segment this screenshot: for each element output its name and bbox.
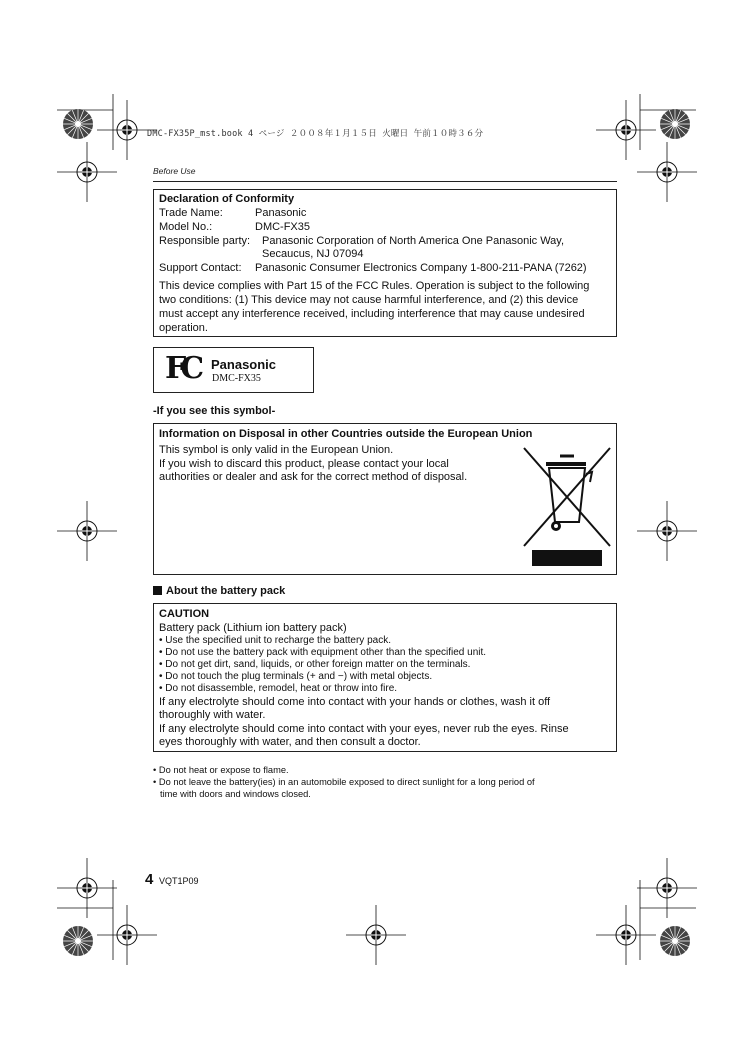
caution-title: CAUTION: [159, 608, 210, 620]
bullet-icon: •: [153, 765, 157, 775]
section-title: Before Use: [153, 166, 196, 176]
battery-heading: About the battery pack: [166, 585, 286, 597]
section-rule: [153, 181, 617, 182]
compliance-line: must accept any interference received, including interference that may cause undesired: [159, 308, 585, 320]
list-item: [159, 671, 432, 684]
caution-bullet-text: Do not touch the plug terminals (+ and −) with metal objects.: [165, 671, 433, 682]
bullet-icon: •: [159, 635, 163, 646]
list-item: [159, 635, 391, 648]
crop-mark-left-upper-icon: [57, 142, 117, 202]
radial-target-bottom-right-icon: [660, 926, 690, 956]
bullet-icon: •: [159, 671, 163, 682]
footnote-text: Do not leave the battery(ies) in an automobile exposed to direct sunlight for a long period of: [158, 777, 535, 787]
crop-mark-bottom-center-icon: [346, 905, 406, 965]
footnote-item: [153, 764, 289, 776]
support-value: Panasonic Consumer Electronics Company 1-800-211-PANA (7262): [255, 262, 587, 274]
caution-bullet-text: Do not disassemble, remodel, heat or throw into fire.: [165, 683, 398, 694]
crop-mark-left-lower-icon: [57, 858, 117, 918]
caution-box: [153, 603, 617, 752]
disposal-line: authorities or dealer and ask for the correct method of disposal.: [159, 471, 468, 483]
crop-mark-bottom-right-icon: [596, 905, 656, 965]
disposal-box: [153, 423, 617, 575]
disposal-line: If you wish to discard this product, please contact your local: [159, 458, 449, 470]
fcc-logo-icon: FC: [165, 351, 199, 386]
footnote-text: Do not heat or expose to flame.: [158, 765, 289, 775]
radial-target-top-right-icon: [660, 109, 690, 139]
page-number: 4: [145, 871, 154, 888]
responsible-line-1: Panasonic Corporation of North America One Panasonic Way,: [262, 235, 565, 247]
crop-mark-bottom-left-icon: [97, 905, 157, 965]
disposal-line: This symbol is only valid in the European Union.: [159, 444, 394, 456]
responsible-line-2: Secaucus, NJ 07094: [262, 248, 364, 260]
footnote-text: time with doors and windows closed.: [160, 789, 311, 799]
symbol-heading: -If you see this symbol-: [153, 405, 276, 417]
caution-bullet-text: Do not get dirt, sand, liquids, or other foreign matter on the terminals.: [165, 659, 471, 670]
trade-name-label: Trade Name:: [159, 207, 223, 219]
crop-mark-right-upper-icon: [637, 142, 697, 202]
radial-target-top-left-icon: [63, 109, 93, 139]
fcc-model: DMC-FX35: [212, 373, 261, 384]
bullet-icon: •: [159, 659, 163, 670]
compliance-line: This device complies with Part 15 of the FCC Rules. Operation is subject to the following: [159, 280, 590, 292]
fcc-brand: Panasonic: [211, 357, 277, 372]
crop-mark-left-middle-icon: [57, 501, 117, 561]
crop-mark-right-lower-icon: [637, 858, 697, 918]
caution-bullet-text: Use the specified unit to recharge the battery pack.: [165, 635, 391, 646]
caution-warning-line: thoroughly with water.: [159, 709, 266, 721]
disposal-title: Information on Disposal in other Countries outside the European Union: [159, 428, 533, 440]
bullet-icon: •: [159, 647, 163, 658]
bullet-icon: •: [159, 683, 163, 694]
crop-mark-right-middle-icon: [637, 501, 697, 561]
print-header: DMC-FX35P_mst.book 4 ページ ２００８年１月１５日 火曜日 午前１０時３６分: [147, 129, 484, 139]
list-item: [159, 647, 486, 660]
caution-warning-line: If any electrolyte should come into contact with your hands or clothes, wash it off: [159, 696, 551, 708]
doc-code: VQT1P09: [159, 876, 199, 886]
caution-warning-line: eyes thoroughly with water, and then consult a doctor.: [159, 736, 421, 748]
caution-subtitle: Battery pack (Lithium ion battery pack): [159, 622, 347, 634]
compliance-line: two conditions: (1) This device may not cause harmful interference, and (2) this device: [159, 294, 579, 306]
radial-target-bottom-left-icon: [63, 926, 93, 956]
crossed-out-wheelie-bin-icon: [520, 442, 614, 568]
bullet-icon: •: [153, 777, 157, 787]
list-item: [159, 683, 397, 696]
square-bullet-icon: [153, 586, 162, 595]
declaration-title: Declaration of Conformity: [159, 193, 295, 205]
compliance-line: operation.: [159, 322, 208, 334]
crop-mark-top-right-icon: [596, 100, 656, 160]
caution-bullet-text: Do not use the battery pack with equipment other than the specified unit.: [165, 647, 487, 658]
footnote-item: [153, 776, 535, 788]
model-value: DMC-FX35: [255, 221, 311, 233]
support-label: Support Contact:: [159, 262, 242, 274]
responsible-label: Responsible party:: [159, 235, 251, 247]
caution-warning-line: If any electrolyte should come into contact with your eyes, never rub the eyes. Rinse: [159, 723, 569, 735]
fcc-label-box: [153, 347, 314, 393]
declaration-box: [153, 189, 617, 337]
trade-name-value: Panasonic: [255, 207, 307, 219]
list-item: [159, 659, 470, 672]
model-label: Model No.:: [159, 221, 213, 233]
